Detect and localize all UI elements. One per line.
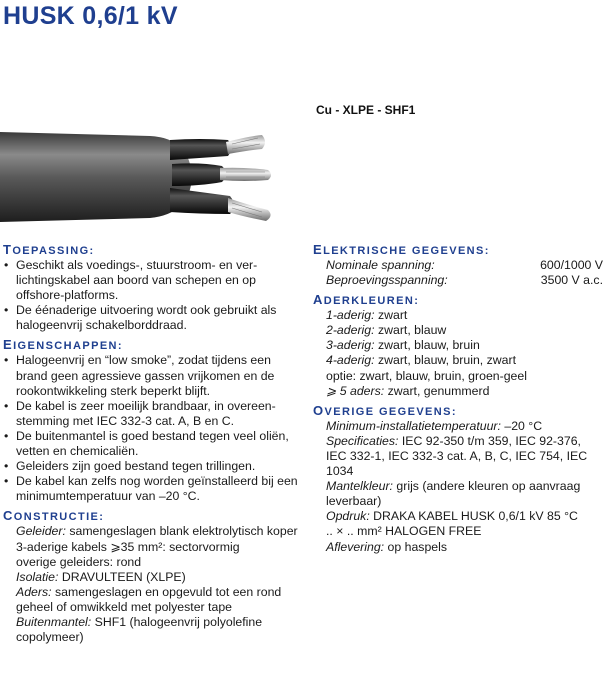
isolatie-text: DRAVULTEEN (XLPE) [61,569,186,584]
a2-label: 2-aderig: [326,323,375,338]
mantel-value: grijs (andere kleuren op aanvraag leverbaar) [326,479,581,509]
list-item: • De kabel is zeer moeilijk brandbaar, in overeen-stemming met IEC 332-3 cat. A, B en C. [3,399,299,429]
section-heading-aderkleuren: ADERKLEUREN: [313,292,420,308]
cable-photo [0,122,604,242]
a3-value: zwart, blauw, bruin [377,338,480,353]
list-item: • Halogeenvrij en “low smoke”, zodat tijdens een brand geen agressieve gassen vrijkomen en de rookontwikkeling sterk beperkt blijft. [3,353,299,398]
page-title: HUSK 0,6/1 kV [3,2,178,30]
beproeving-label: Beproevingsspanning: [326,273,448,288]
buitenmantel-label: Buitenmantel: [16,614,92,629]
opdruk-line2: .. × .. mm² HALOGEN FREE [326,524,482,539]
a2-value: zwart, blauw [377,323,447,338]
left-column [3,243,299,650]
aders-text: samengeslagen en opgevuld tot een rond geheel of omwikkeld met polyester tape [16,584,282,614]
list-item: • De kabel kan zelfs nog worden geïnstalleerd bij een minimumtemperatuur van –20 °C. [3,474,299,504]
beproeving-value: 3500 V a.c. [540,273,603,288]
opdruk-label: Opdruk: [326,509,370,524]
nominale-value: 600/1000 V [540,258,603,272]
a4-label: 4-aderig: [326,353,375,368]
section-heading-toepassing: TOEPASSING: [3,242,95,257]
opdruk-value: DRAKA KABEL HUSK 0,6/1 kV 85 °C [373,509,578,524]
geleider-line3: overige geleiders: rond [16,554,142,569]
spec-label: Specificaties: [326,433,399,448]
list-item: • Geleiders zijn goed bestand tegen trillingen. [3,459,299,474]
list-item: • De buitenmantel is goed bestand tegen veel oliën, vetten en chemicaliën. [3,429,299,459]
section-heading-constructie: CONSTRUCTIE: [3,508,105,524]
geleider-text: samengeslagen blank elektrolytisch koper [69,524,298,539]
toepassing-list [3,258,299,333]
section-heading-overige: OVERIGE GEGEVENS: [313,402,457,418]
aflevering-label: Aflevering: [326,539,385,554]
aders-label: Aders: [16,584,52,599]
a1-value: zwart [377,308,408,323]
section-heading-eigenschappen: EIGENSCHAPPEN: [3,337,123,353]
mintemp-value: –20 °C [504,418,543,433]
list-item: • Geschikt als voedings-, stuurstroom- en ver-lichtingskabel aan boord van schepen en op offshore-platforms. [3,258,299,303]
overige-block [313,419,603,555]
a5-value: zwart, genummerd [387,383,490,398]
section-heading-elektrisch: ELEKTRISCHE GEGEVENS: [313,242,490,257]
elektrisch-block [313,258,603,288]
aderkleuren-block [313,308,603,399]
list-item: • De éénaderige uitvoering wordt ook gebruikt als halogeenvrij schakelborddraad. [3,303,299,333]
eigenschappen-list [3,353,299,504]
cable-code: Cu - XLPE - SHF1 [316,103,416,117]
nominale-label: Nominale spanning: [326,258,435,272]
a3-label: 3-aderig: [326,338,375,353]
geleider-label: Geleider: [16,524,66,539]
geleider-line2: 3-aderige kabels ⩾35 mm²: sectorvormig [16,539,240,554]
a4-value: zwart, blauw, bruin, zwart [377,353,517,368]
buitenmantel-text: SHF1 (halogeenvrij polyolefine copolymeer) [16,614,263,645]
optie-text: optie: zwart, blauw, bruin, groen-geel [326,368,527,383]
isolatie-label: Isolatie: [16,569,59,584]
constructie-block [3,524,299,645]
aflevering-value: op haspels [387,539,448,554]
a1-label: 1-aderig: [326,308,375,323]
mantel-label: Mantelkleur: [326,479,393,494]
a5-label: ⩾ 5 aders: [326,383,385,398]
mintemp-label: Minimum-installatietemperatuur: [326,418,501,433]
spec-value: IEC 92-350 t/m 359, IEC 92-376, IEC 332-1, IEC 332-3 cat. A, B, C, IEC 754, IEC 1034 [326,433,588,479]
right-column [313,243,603,560]
